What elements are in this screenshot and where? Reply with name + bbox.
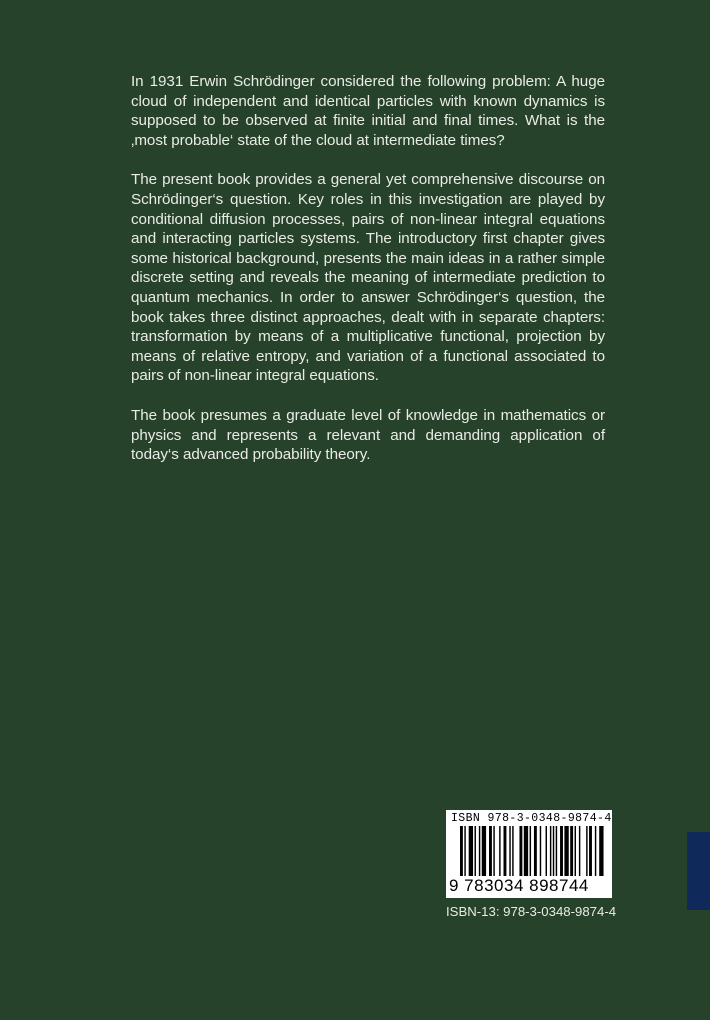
barcode-bar [550, 826, 551, 876]
blurb-paragraph-2: The present book provides a general yet comprehensive discourse on Schrödinger‘s question. Key roles in this investigation are played by conditional diffusion processes, pairs of non-linear integral equations and interacting particles systems. The introductory first chapter gives some historical background, presents the main ideas in a rather simple discrete setting and reveals the meaning of intermediate prediction to quantum mechanics. In order to answer Schrödinger‘s question, the book takes three distinct approaches, dealt with in separate chapters: transformation by means of a multiplicative functional, projection by means of relative entropy, and variation of a functional associated to pairs of non-linear integral equations. [131, 171, 605, 385]
barcode-bar [570, 826, 573, 876]
barcode-bar [556, 826, 557, 876]
barcode-bar [546, 826, 547, 876]
barcode-bar [534, 826, 537, 876]
barcode-bar [482, 826, 486, 876]
barcode-isbn-label: ISBN 978-3-0348-9874-4 [451, 812, 612, 825]
barcode-bar [464, 826, 465, 876]
barcode-bar [579, 826, 580, 876]
barcode-bar [524, 826, 528, 876]
barcode-bar [553, 826, 554, 876]
blurb-paragraph-1: In 1931 Erwin Schrödinger considered the following problem: A huge cloud of independent and identical particles with known dynamics is supposed to be observed at finite initial and final times. What is the ‚most probable‘ state of the cloud at intermediate times? [131, 73, 605, 149]
barcode-bar [509, 826, 510, 876]
barcode-bar [469, 826, 473, 876]
barcode-bar [519, 826, 522, 876]
isbn-13-label: ISBN-13: 978-3-0348-9874-4 [446, 904, 617, 919]
spine-color-tab [687, 832, 710, 910]
barcode-bar [475, 826, 476, 876]
barcode-bar [586, 826, 587, 876]
barcode-bar [499, 826, 500, 876]
barcode-bar [589, 826, 592, 876]
blurb-paragraph-3: The book presumes a graduate level of knowledge in mathematics or physics and represents a relevant and demanding application of today‘s advanced probability theory. [131, 406, 605, 464]
barcode-digits: 9 783034 898744 [449, 876, 589, 895]
barcode-bar [564, 826, 568, 876]
barcode-bar [595, 826, 596, 876]
barcode-bar [493, 826, 494, 876]
barcode-bar [530, 826, 531, 876]
barcode-bar [599, 826, 603, 876]
barcode-bar [504, 826, 507, 876]
barcode-bars [446, 826, 612, 882]
barcode-bar [575, 826, 576, 876]
barcode-bar [479, 826, 480, 876]
isbn-barcode [446, 810, 612, 898]
barcode-bar [460, 826, 463, 876]
barcode-bar [512, 826, 513, 876]
back-cover-blurb [131, 72, 605, 485]
barcode-bar [540, 826, 541, 876]
barcode-bar [489, 826, 492, 876]
barcode-bar [560, 826, 563, 876]
